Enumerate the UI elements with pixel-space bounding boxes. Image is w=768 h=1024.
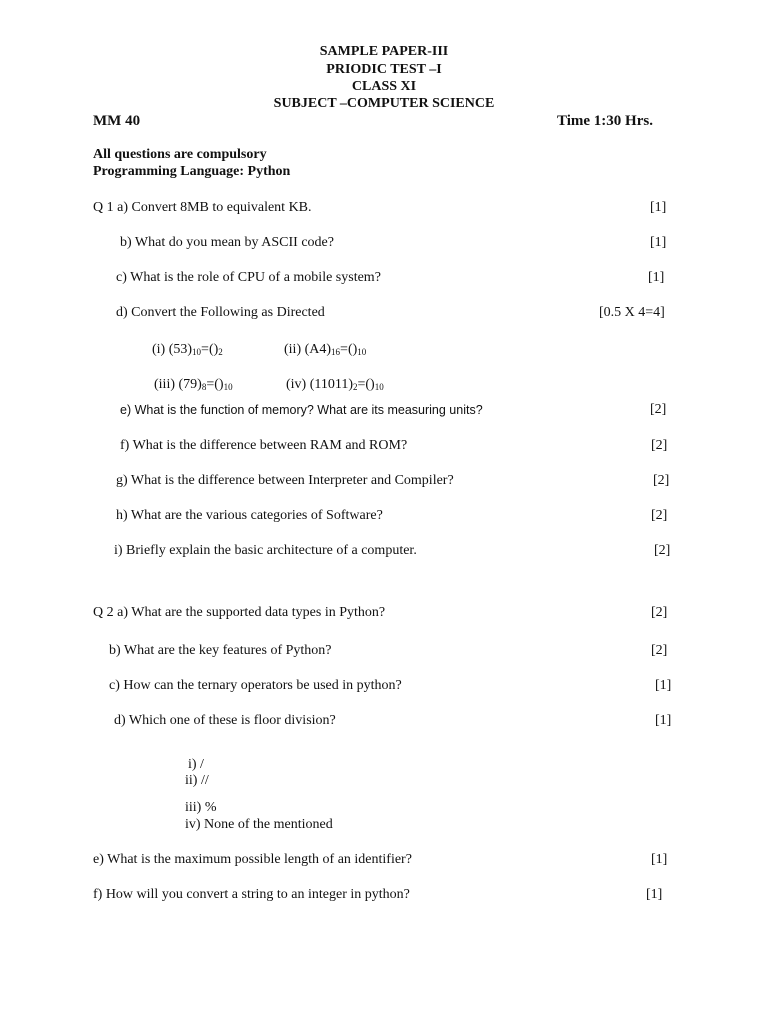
conversion-iii: (iii) $(79)_8=()_{10}$ <box>154 377 233 392</box>
q1e-text: e) What is the function of memory? What are its measuring units? <box>120 403 483 417</box>
instruction-language: Programming Language: Python <box>93 164 291 179</box>
q2b-text: b) What are the key features of Python? <box>109 643 332 658</box>
max-marks: MM 40 <box>93 113 141 129</box>
option-item: ii) // <box>185 773 209 788</box>
q2a-marks: [2] <box>651 605 668 620</box>
q1a-text: Q 1 a) Convert 8MB to equivalent KB. <box>93 200 312 215</box>
paper-title: SAMPLE PAPER-III <box>319 44 449 59</box>
subject-title: SUBJECT –COMPUTER SCIENCE <box>273 96 495 111</box>
q2c-text: c) How can the ternary operators be used in python? <box>109 678 402 693</box>
conversion-ii: (ii) $(A4)_{16}=()_{10}$ <box>284 342 367 357</box>
q1g-marks: [2] <box>653 473 670 488</box>
instruction-compulsory: All questions are compulsory <box>93 147 267 162</box>
q2c-marks: [1] <box>655 678 672 693</box>
q2d-marks: [1] <box>655 713 672 728</box>
q2a-text: Q 2 a) What are the supported data types in Python? <box>93 605 386 620</box>
q1a-marks: [1] <box>650 200 667 215</box>
test-title: PRIODIC TEST –I <box>326 62 442 77</box>
q1f-marks: [2] <box>651 438 668 453</box>
q1c-text: c) What is the role of CPU of a mobile system? <box>116 270 381 285</box>
option-item: iii) % <box>185 800 217 815</box>
q1c-marks: [1] <box>648 270 665 285</box>
q1b-text: b) What do you mean by ASCII code? <box>120 235 334 250</box>
q1b-marks: [1] <box>650 235 667 250</box>
q1e-marks: [2] <box>650 402 667 417</box>
option-item: i) / <box>188 757 204 772</box>
q1h-marks: [2] <box>651 508 668 523</box>
q2e-marks: [1] <box>651 852 668 867</box>
q1d-text: d) Convert the Following as Directed <box>116 305 325 320</box>
option-item: iv) None of the mentioned <box>185 817 333 832</box>
q1f-text: f) What is the difference between RAM and ROM? <box>120 438 408 453</box>
q2f-marks: [1] <box>646 887 663 902</box>
conversion-iv: (iv) $(11011)_2=()_{10}$ <box>286 377 384 392</box>
q1g-text: g) What is the difference between Interpreter and Compiler? <box>116 473 454 488</box>
q2f-text: f) How will you convert a string to an integer in python? <box>93 887 410 902</box>
conversion-i: (i) $(53)_{10}=()_2$ <box>152 342 223 357</box>
q2b-marks: [2] <box>651 643 668 658</box>
q1d-marks: [0.5 X 4=4] <box>599 305 665 320</box>
q1h-text: h) What are the various categories of Software? <box>116 508 383 523</box>
time-allowed: Time 1:30 Hrs. <box>557 113 653 129</box>
q1i-text: i) Briefly explain the basic architecture of a computer. <box>114 543 417 558</box>
q1i-marks: [2] <box>654 543 671 558</box>
q2e-text: e) What is the maximum possible length of an identifier? <box>93 852 412 867</box>
class-title: CLASS XI <box>351 79 417 94</box>
q2d-text: d) Which one of these is floor division? <box>114 713 336 728</box>
